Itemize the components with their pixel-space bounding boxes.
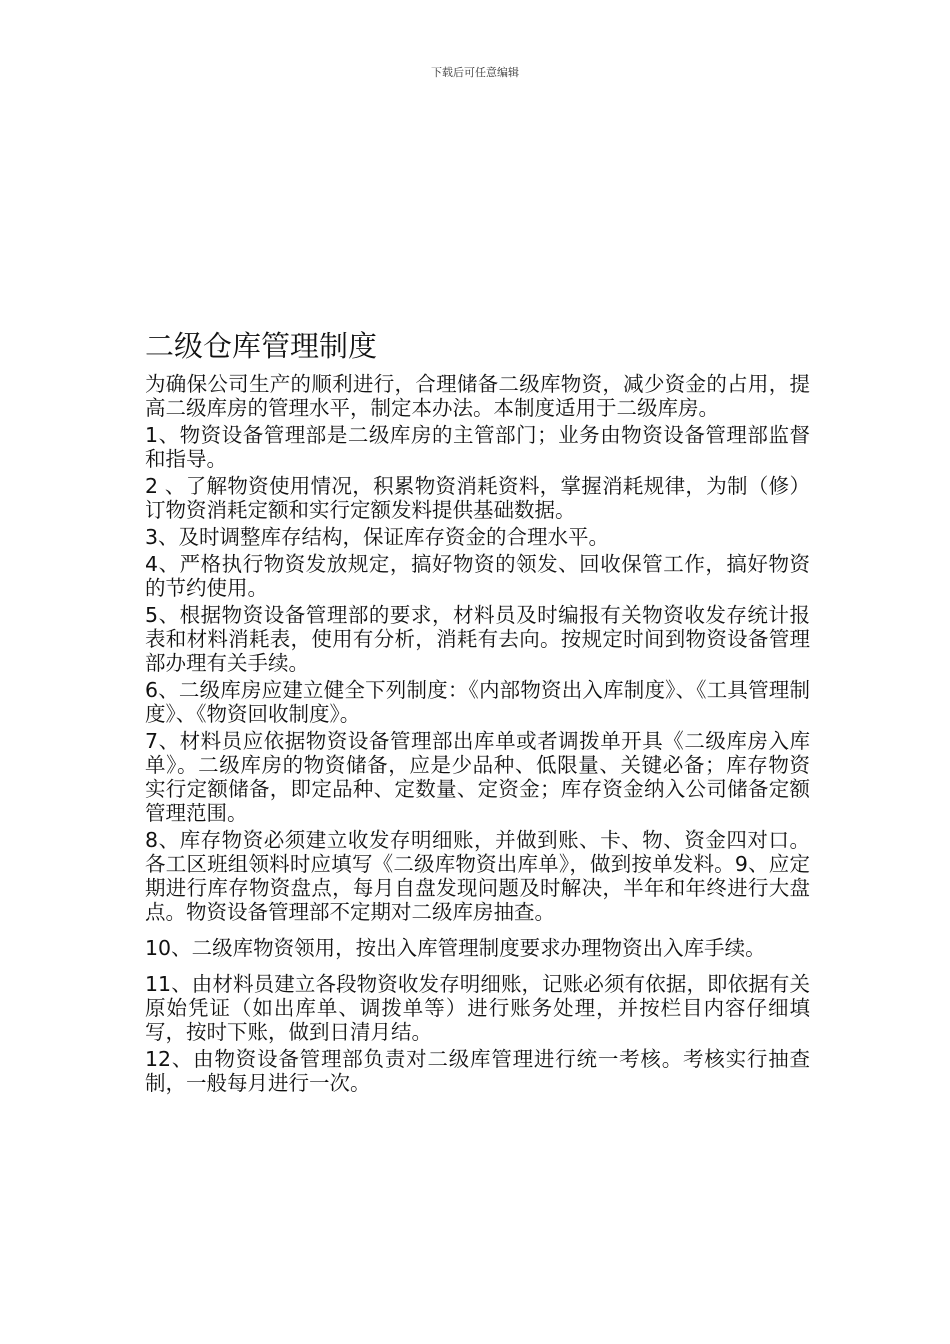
document-title: 二级仓库管理制度 — [145, 329, 378, 363]
paragraph-intro: 为确保公司生产的顺利进行，合理储备二级库物资，减少资金的占用，提高二级库房的管理水平，制定本办法。本制度适用于二级库房。 — [145, 372, 810, 420]
document-body — [145, 326, 810, 1098]
paragraph-item-8-9: 8、库存物资必须建立收发存明细账，并做到账、卡、物、资金四对口。各工区班组领料时应填写《二级库物资出库单》，做到按单发料。9、应定期进行库存物资盘点，每月自盘发现问题及时解决，半年和年终进行大盘点。物资设备管理部不定期对二级库房抽查。 — [145, 828, 810, 924]
paragraph-item-5: 5、根据物资设备管理部的要求，材料员及时编报有关物资收发存统计报表和材料消耗表，使用有分析，消耗有去向。按规定时间到物资设备管理部办理有关手续。 — [145, 603, 810, 675]
paragraph-item-2: 2 、了解物资使用情况，积累物资消耗资料，掌握消耗规律，为制（修）订物资消耗定额和实行定额发料提供基础数据。 — [145, 474, 810, 522]
paragraph-item-10: 10、二级库物资领用，按出入库管理制度要求办理物资出入库手续。 — [145, 936, 766, 960]
header-note: 下载后可任意编辑 — [431, 66, 519, 79]
paragraph-item-7: 7、材料员应依据物资设备管理部出库单或者调拨单开具《二级库房入库单》。二级库房的物资储备，应是少品种、低限量、关键必备；库存物资实行定额储备，即定品种、定数量、定资金；库存资金纳入公司储备定额管理范围。 — [145, 729, 810, 825]
paragraph-item-11: 11、由材料员建立各段物资收发存明细账，记账必须有依据，即依据有关原始凭证（如出库单、调拨单等）进行账务处理，并按栏目内容仔细填写，按时下账，做到日清月结。 — [145, 972, 810, 1044]
paragraph-item-3: 3、及时调整库存结构，保证库存资金的合理水平。 — [145, 525, 610, 549]
paragraph-item-6: 6、二级库房应建立健全下列制度：《内部物资出入库制度》、《工具管理制度》、《物资回收制度》。 — [145, 678, 810, 726]
paragraph-item-4: 4、严格执行物资发放规定，搞好物资的领发、回收保管工作，搞好物资的节约使用。 — [145, 552, 810, 600]
paragraph-item-12: 12、由物资设备管理部负责对二级库管理进行统一考核。考核实行抽查制，一般每月进行一次。 — [145, 1047, 810, 1095]
paragraph-item-1: 1、物资设备管理部是二级库房的主管部门；业务由物资设备管理部监督和指导。 — [145, 423, 810, 471]
